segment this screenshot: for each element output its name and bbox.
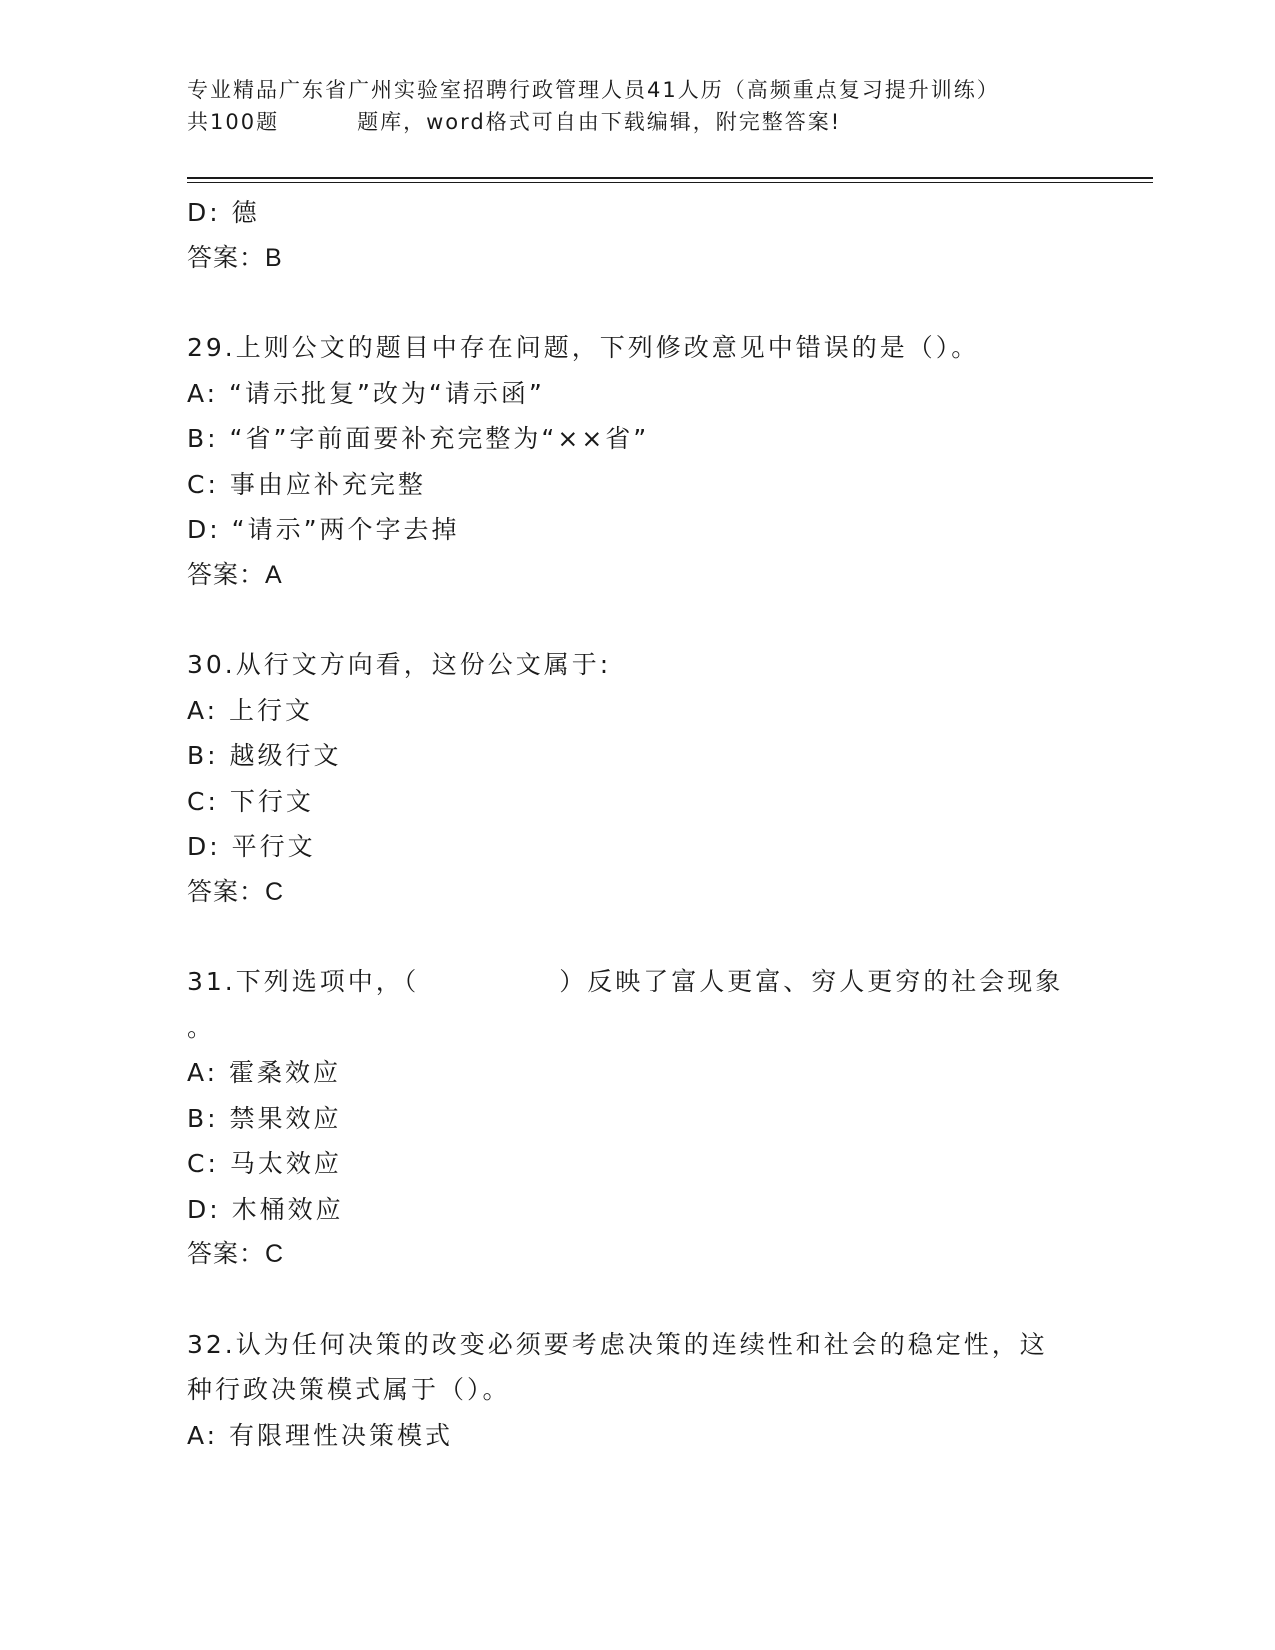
question-text: 种行政决策模式属于（）。 [187,1375,511,1404]
question-block [187,190,1087,281]
question-spacer [187,598,1087,642]
page-header [187,74,1087,138]
question-text: 。 [187,1012,216,1042]
answer-option: D: 平行文 [187,832,316,861]
question-block [187,325,1087,598]
answer-key: 答案：B [187,243,283,272]
answer-option: A: “请示批复”改为“请示函” [187,378,545,408]
header-title-line-2 [187,106,1087,138]
answer-option: A: 上行文 [187,695,314,725]
answer-key: 答案：C [187,877,285,906]
question-text: 29.上则公文的题目中存在问题，下列修改意见中错误的是（）。 [187,333,980,362]
question-block [187,959,1087,1278]
question-block [187,642,1087,915]
answer-option: A: 有限理性决策模式 [187,1420,454,1450]
answer-option: D: 木桶效应 [187,1194,344,1224]
question-spacer [187,915,1087,959]
question-text: 30.从行文方向看，这份公文属于: [187,650,612,679]
answer-key: 答案：A [187,560,283,589]
answer-option: C: 下行文 [187,786,314,816]
answer-option: B: “省”字前面要补充完整为“××省” [187,424,650,453]
answer-option: B: 越级行文 [187,741,342,770]
answer-option: D: 德 [187,198,260,227]
question-text: 31.下列选项中，（ ）反映了富人更富、穷人更穷的社会现象 [187,967,1064,996]
header-rule-thick [187,177,1153,179]
answer-key: 答案：C [187,1240,285,1268]
answer-option: C: 马太效应 [187,1149,342,1178]
answer-option: B: 禁果效应 [187,1103,342,1133]
header-title-line-1: 专业精品广东省广州实验室招聘行政管理人员41人历（高频重点复习提升训练） [187,78,1000,102]
question-text: 32.认为任何决策的改变必须要考虑决策的连续性和社会的稳定性，这 [187,1329,1048,1359]
question-block [187,1322,1087,1459]
header-description: 题库，word格式可自由下载编辑，附完整答案! [357,110,842,134]
document-body [187,190,1087,1458]
answer-option: D: “请示”两个字去掉 [187,515,460,544]
header-rule-thin [187,182,1153,183]
header-question-count: 共100题 [187,110,280,134]
answer-option: A: 霍桑效应 [187,1058,342,1087]
answer-option: C: 事由应补充完整 [187,469,426,499]
question-spacer [187,1278,1087,1322]
question-spacer [187,281,1087,325]
